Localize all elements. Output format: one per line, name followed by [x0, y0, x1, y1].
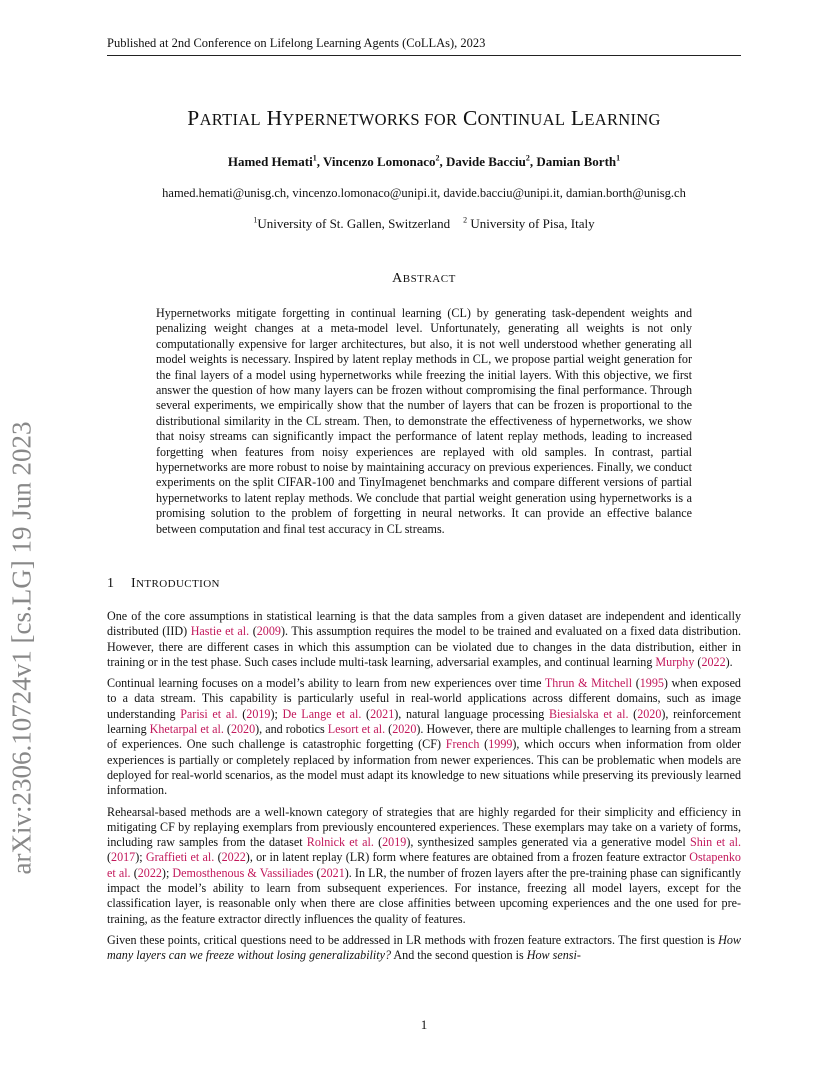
abstract-heading: ABSTRACT [392, 271, 456, 286]
citation-link[interactable]: Graffieti et al. [145, 850, 215, 865]
citation-link[interactable]: Ostapenko et al. [107, 850, 741, 880]
paper-title: PARTIAL HYPERNETWORKS FOR CONTINUAL LEARNING [187, 106, 661, 130]
author-name: Hamed Hemati [227, 154, 313, 169]
citation-link[interactable]: 2022 [221, 850, 246, 865]
affiliations: $^1$University of St. Gallen, Switzerland $^2$ University of Pisa, Italy [253, 215, 595, 231]
citation-link[interactable]: Khetarpal et al. [149, 722, 224, 737]
citation-link[interactable]: 2020 [637, 706, 662, 721]
citation-link[interactable]: 2020 [230, 722, 256, 737]
citation-link[interactable]: 1995 [639, 676, 664, 691]
introduction-body [107, 609, 741, 970]
citation-link[interactable]: 2022 [137, 865, 162, 880]
author-name: Damian Borth [536, 154, 617, 169]
author-name: Vincenzo Lomonaco [322, 154, 436, 169]
citation-link[interactable]: 1999 [488, 737, 513, 752]
citation-link[interactable]: 2021 [320, 865, 345, 880]
author-name: Davide Bacciu [446, 154, 526, 169]
author-emails: hamed.hemati@unisg.ch, vincenzo.lomonaco@unipi.it, davide.bacciu@unipi.it, damian.borth@unisg.ch [162, 186, 686, 200]
page-number: 1 [420, 1017, 428, 1032]
arxiv-id: arXiv:2306.10724v1 [cs.LG] 19 Jun 2023 [6, 421, 37, 875]
citation-link[interactable]: Biesialska et al. [548, 706, 629, 721]
citation-link[interactable]: Shin et al. [689, 835, 741, 850]
venue-header: Published at 2nd Conference on Lifelong Learning Agents (CoLLAs), 2023 [107, 36, 741, 56]
citation-link[interactable]: 2009 [256, 624, 281, 639]
paragraph: Rehearsal-based methods are a well-known category of strategies that are highly regarded for their simplicity and efficiency in mitigating CF by replaying exemplars from previously encountered experiences. These exemplars may take on a variety of forms, including raw samples from the dataset Rolnick et al. (2019), synthesized samples generated via a generative model Shin et al. (2017); Graffieti et al. (2022), or in latent replay (LR) form where features are obtained from a frozen feature extractor Ostapenko et al. (2022); Demosthenous & Vassiliades (2021). In LR, the number of frozen layers after the pre-training phase can significantly impact the model’s ability to learn from subsequent experiences. For instance, freezing all model layers, except for the classification layer, is reasonable only when there are close affinities between upcoming experiences and the one used for pre-training, as the feature extractor directly influences the quality of features. [107, 804, 741, 926]
citation-link[interactable]: Hastie et al. [190, 624, 250, 639]
citation-link[interactable]: 2017 [111, 850, 136, 865]
citation-link[interactable]: Demosthenous & Vassiliades [172, 865, 314, 880]
citation-link[interactable]: 2019 [382, 835, 407, 850]
section-heading: 1 INTRODUCTION [107, 576, 220, 591]
citation-link[interactable]: 2019 [246, 706, 271, 721]
citation-link[interactable]: 2022 [701, 654, 726, 669]
citation-link[interactable]: Parisi et al. [180, 706, 238, 721]
abstract-text: Hypernetworks mitigate forgetting in continual learning (CL) by generating task-dependent weights and penalizing weight changes at a meta-model level. Unfortunately, generating all weights is not only computationally expensive for larger architectures, but also, it is not well understood whether generating all model weights is necessary. Inspired by latent replay methods in CL, we propose partial weight generation for the final layers of a model using hypernetworks while freezing the initial layers. With this objective, we first answer the question of how many layers can be frozen without compromising the final performance. Through several experiments, we empirically show that the number of layers that can be frozen is proportional to the distributional similarity in the CL stream. Then, to demonstrate the effectiveness of hypernetworks, we show that noisy streams can significantly impact the performance of latent replay methods, leading to increased forgetting when features from noisy experiences are replayed with old samples. In contrast, partial hypernetworks are more robust to noise by maintaining accuracy on previous experiences. Finally, we conduct experiments on the split CIFAR-100 and TinyImagenet benchmarks and compare different versions of partial hypernetworks to latent replay methods. We conclude that partial weight generation using hypernetworks is a promising solution to the problem of forgetting in neural networks. It can provide an effective balance between computation and final test accuracy in CL streams. [156, 306, 692, 536]
citation-link[interactable]: Murphy [655, 654, 695, 669]
citation-link[interactable]: Rolnick et al. [306, 835, 374, 850]
citation-link[interactable]: Thrun & Mitchell [544, 676, 633, 691]
citation-link[interactable]: French [445, 737, 480, 752]
citation-link[interactable]: Lesort et al. [327, 722, 386, 737]
citation-link[interactable]: De Lange et al. [282, 706, 362, 721]
citation-link[interactable]: 2021 [370, 706, 395, 721]
paragraph: Continual learning focuses on a model’s ability to learn from new experiences over time Thrun & Mitchell (1995) when exposed to a data stream. This capability is particularly useful in real-world applications across different domains, such as image understanding Parisi et al. (2019); De Lange et al. (2021), natural language processing Biesialska et al. (2020), reinforcement learning Khetarpal et al. (2020), and robotics Lesort et al. (2020). However, there are multiple challenges to learning from a stream of experiences. One such challenge is catastrophic forgetting (CF) French (1999), which occurs when information from older experiences is partially or completely replaced by information from newer experiences. This can be problematic when models are deployed for real-world scenarios, as the model must adapt its knowledge to new situations while preserving its previously learned information. [107, 676, 741, 798]
paragraph: One of the core assumptions in statistical learning is that the data samples from a given dataset are independent and identically distributed (IID) Hastie et al. (2009). This assumption requires the model to be trained and evaluated on a fixed data distribution. However, there are different cases in which this assumption can be violated due to changes in the data distribution, either in training or in the test phase. Such cases include multi-task learning, adversarial examples, and continual learning Murphy (2022). [107, 609, 742, 669]
author-list: Hamed Hemati$^1$, Vincenzo Lomonaco$^2$, Davide Bacciu$^2$, Damian Borth$^1$ [227, 153, 621, 169]
citation-link[interactable]: 2020 [392, 722, 417, 737]
paragraph: Given these points, critical questions need to be addressed in LR methods with frozen feature extractors. The first question is How many layers can we freeze without losing generalizability? And the second question is How sensi- [107, 932, 741, 963]
